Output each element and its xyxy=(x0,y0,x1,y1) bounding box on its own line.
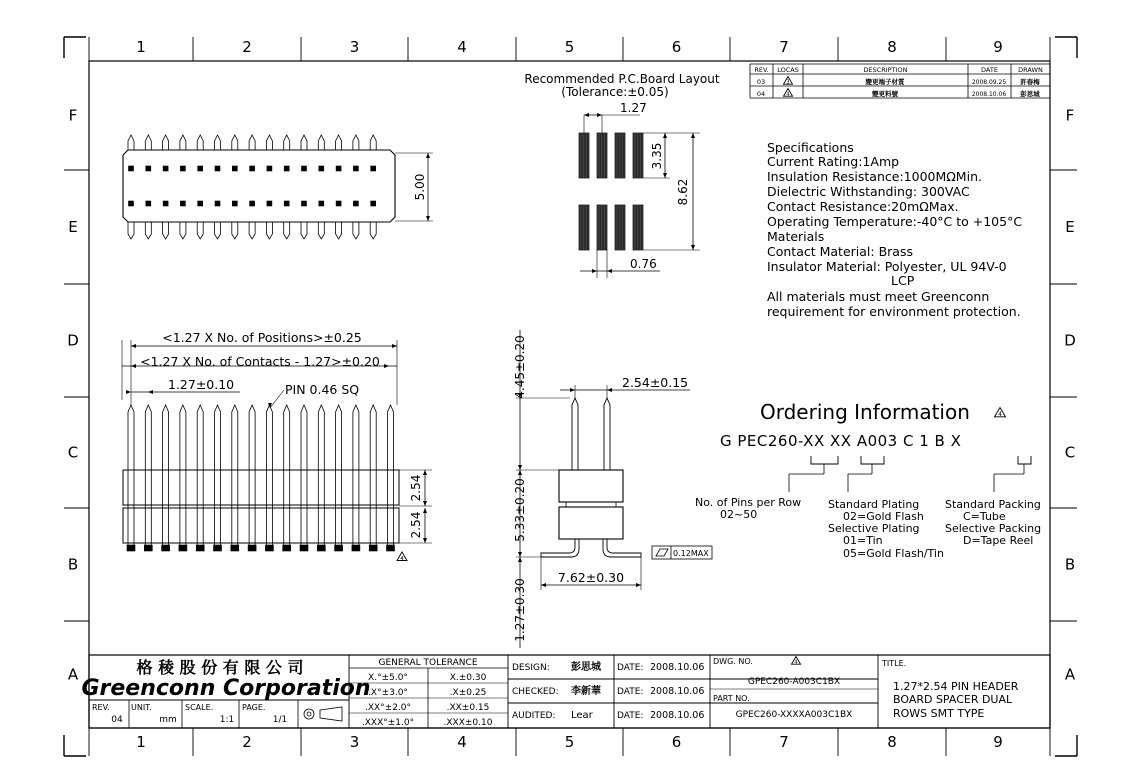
top-pin-upper xyxy=(353,135,359,150)
top-pin-lower xyxy=(318,222,324,239)
top-pin-lower xyxy=(336,222,342,239)
packing-label: D=Tape Reel xyxy=(963,534,1034,547)
top-contact xyxy=(146,166,151,171)
arrowhead xyxy=(392,344,397,348)
side-foot-span: 7.62±0.30 xyxy=(557,570,625,585)
side-foot-right xyxy=(603,539,641,557)
arrowhead xyxy=(518,552,522,557)
arrowhead xyxy=(541,583,546,587)
rev-cell: 03 xyxy=(756,78,766,86)
front-pin xyxy=(163,405,169,545)
packing-label: Standard Packing xyxy=(945,498,1041,511)
design-value: 彭思城 xyxy=(571,662,601,673)
spec-line: requirement for environment protection. xyxy=(767,304,1021,319)
rev-header: DESCRIPTION xyxy=(863,66,908,74)
tolerance-linear: .XXX±0.10 xyxy=(443,718,493,728)
top-pin-lower xyxy=(145,222,151,239)
tolerance-linear: .XX±0.15 xyxy=(446,703,490,713)
top-view xyxy=(123,135,433,239)
front-pin xyxy=(180,405,186,545)
inner-border xyxy=(89,61,1050,728)
top-pin-lower xyxy=(215,222,221,239)
front-pin xyxy=(284,405,290,545)
zone-row-label: E xyxy=(1065,218,1075,236)
side-body-length: 5.33±0.20 xyxy=(513,478,527,542)
top-body-outline xyxy=(123,150,395,222)
top-pin-upper xyxy=(301,135,307,150)
rev-header: LOCAS xyxy=(777,66,799,74)
rev-header: DATE xyxy=(981,66,998,74)
arrowhead xyxy=(423,508,427,513)
top-contact xyxy=(198,201,203,206)
title-block xyxy=(81,655,1050,728)
front-pin xyxy=(266,405,272,545)
tolerance-angular: .XX°±2.0° xyxy=(364,703,412,713)
bracket-plating xyxy=(861,456,884,464)
part-number: GPEC260-XXXXA003C1BX xyxy=(735,710,853,720)
tolerance-title: GENERAL TOLERANCE xyxy=(378,658,478,668)
top-pin-upper xyxy=(145,135,151,150)
top-contact xyxy=(267,166,272,171)
pcb-pitch-label: 1.27 xyxy=(620,101,647,115)
arrowhead xyxy=(384,364,389,368)
arrowhead xyxy=(691,133,695,138)
title-line: ROWS SMT TYPE xyxy=(893,707,985,720)
front-pin xyxy=(232,405,238,545)
front-pin-foot xyxy=(300,545,308,551)
front-pin-foot xyxy=(179,545,187,551)
unit-label: UNIT. xyxy=(131,703,152,712)
rev-cell: 變更料號 xyxy=(872,90,898,98)
positions-dim: <1.27 X No. of Positions>±0.25 xyxy=(162,330,362,345)
ordering-title: Ordering Information xyxy=(760,400,970,424)
front-pin-foot xyxy=(231,545,239,551)
date-label: DATE: xyxy=(617,687,644,697)
side-view xyxy=(513,330,712,648)
pins-label: 02~50 xyxy=(720,508,758,521)
front-pin-foot xyxy=(369,545,377,551)
rev-cell: 04 xyxy=(756,90,766,98)
arrowhead xyxy=(663,173,667,178)
flatness-icon xyxy=(656,549,668,556)
top-contact xyxy=(146,201,151,206)
zone-column-label: 3 xyxy=(349,38,360,56)
company-en: Greenconn Corporation xyxy=(81,676,371,701)
zone-row-label: B xyxy=(1064,555,1076,574)
top-pin-lower xyxy=(266,222,272,239)
spacer-dim: 2.54 xyxy=(409,511,423,539)
arrowhead xyxy=(423,501,427,506)
zone-row-label: D xyxy=(1064,331,1076,350)
top-pin-lower xyxy=(249,222,255,239)
zone-row-label: A xyxy=(67,665,79,684)
top-contact xyxy=(302,201,307,206)
ordering-information xyxy=(695,400,1041,560)
side-pin xyxy=(572,398,578,470)
rev-value: 04 xyxy=(111,715,123,725)
arrowhead xyxy=(131,364,136,368)
arrowhead xyxy=(691,245,695,250)
pitch-dim: 1.27±0.10 xyxy=(168,377,235,392)
zone-row-label: E xyxy=(68,218,78,236)
top-contact xyxy=(250,166,255,171)
scale-label: SCALE. xyxy=(185,703,214,712)
design-label: DESIGN: xyxy=(512,663,550,673)
arrowhead xyxy=(423,470,427,475)
top-contact xyxy=(215,166,220,171)
packing-label: C=Tube xyxy=(963,510,1006,523)
top-pin-lower xyxy=(163,222,169,239)
arrowhead xyxy=(126,390,131,394)
plating-label: Standard Plating xyxy=(828,498,920,511)
flatness-label: 0.12MAX xyxy=(673,549,709,558)
zone-column-label: 8 xyxy=(887,38,897,56)
arrowhead xyxy=(131,344,136,348)
arrowhead xyxy=(584,113,589,117)
front-pin xyxy=(370,405,376,545)
front-pin-foot xyxy=(144,545,152,551)
top-contact xyxy=(163,201,168,206)
zone-row-label: B xyxy=(67,555,79,574)
top-pin-lower xyxy=(128,222,134,239)
arrowhead xyxy=(426,153,430,158)
pcb-span: 8.62 xyxy=(676,178,690,206)
dwg-number: GPEC260-A003C1BX xyxy=(747,677,841,687)
zone-column-label: 1 xyxy=(136,733,146,751)
pcb-layout-view xyxy=(524,72,719,278)
arrowhead xyxy=(597,113,602,117)
pcb-pad-length: 3.35 xyxy=(650,142,664,170)
top-contact xyxy=(284,166,289,171)
top-pin-upper xyxy=(197,135,203,150)
front-pin-foot xyxy=(283,545,291,551)
zone-column-label: 9 xyxy=(993,38,1003,56)
top-pin-lower xyxy=(370,222,376,239)
zone-row-label: A xyxy=(1064,665,1076,684)
checked-value: 李新華 xyxy=(571,686,601,697)
revision-number: 4 xyxy=(998,411,1002,419)
zone-column-label: 7 xyxy=(779,733,789,751)
top-contact xyxy=(353,166,358,171)
front-pin-foot xyxy=(387,545,395,551)
arrowhead xyxy=(592,269,597,273)
top-pin-lower xyxy=(301,222,307,239)
leader xyxy=(270,390,284,408)
zone-column-label: 8 xyxy=(887,733,897,751)
top-contact xyxy=(129,201,134,206)
zone-column-label: 6 xyxy=(671,38,682,56)
front-pin xyxy=(318,405,324,545)
spec-line: Operating Temperature:-40°C to +105°C xyxy=(767,214,1023,229)
top-pin-upper xyxy=(266,135,272,150)
top-pin-upper xyxy=(215,135,221,150)
front-pin-foot xyxy=(196,545,204,551)
plating-label: 01=Tin xyxy=(843,534,883,547)
top-contact xyxy=(319,201,324,206)
top-pin-upper xyxy=(232,135,238,150)
zone-column-label: 4 xyxy=(457,733,467,751)
top-contact xyxy=(180,166,185,171)
arrowhead xyxy=(518,470,522,475)
front-pin-foot xyxy=(317,545,325,551)
pcb-tolerance: (Tolerance:±0.05) xyxy=(561,85,669,99)
zone-column-label: 1 xyxy=(136,38,146,56)
tolerance-angular: X.°±5.0° xyxy=(368,673,408,683)
zone-column-label: 7 xyxy=(779,38,789,56)
zone-column-label: 2 xyxy=(242,38,252,56)
top-pin-upper xyxy=(336,135,342,150)
front-pin-foot xyxy=(352,545,360,551)
revision-table xyxy=(750,64,1050,98)
top-contact xyxy=(232,201,237,206)
arrowhead xyxy=(148,390,153,394)
tolerance-angular: .XXX°±1.0° xyxy=(361,718,415,728)
top-pin-lower xyxy=(232,222,238,239)
front-pin xyxy=(145,405,151,545)
pcb-title: Recommended P.C.Board Layout xyxy=(524,72,720,86)
company-cn: 格 稜 股 份 有 限 公 司 xyxy=(136,658,304,677)
zone-column-label: 5 xyxy=(564,733,575,751)
rev-cell: 彭思城 xyxy=(1020,90,1040,98)
top-pin-upper xyxy=(163,135,169,150)
top-pin-upper xyxy=(128,135,134,150)
spec-line: Dielectric Withstanding: 300VAC xyxy=(767,184,970,199)
side-body-upper xyxy=(559,470,623,502)
spec-line: Insulator Material: Polyester, UL 94V-0 xyxy=(767,259,1007,274)
zone-column-label: 4 xyxy=(457,38,467,56)
top-contact xyxy=(129,166,134,171)
audited-value: Lear xyxy=(571,710,593,721)
checked-label: CHECKED: xyxy=(512,687,559,697)
projection-cone xyxy=(320,707,342,721)
rev-label: REV. xyxy=(92,703,110,712)
spacer-lower xyxy=(123,508,399,543)
date-value: 2008.10.06 xyxy=(650,710,705,721)
top-pin-upper xyxy=(180,135,186,150)
revision-number: 4 xyxy=(794,659,798,666)
page-label: PAGE. xyxy=(242,703,266,712)
top-height-label: 5.00 xyxy=(413,173,427,201)
front-pin-foot xyxy=(335,545,343,551)
pin-note: PIN 0.46 SQ xyxy=(285,382,360,397)
top-contact xyxy=(215,201,220,206)
top-contact xyxy=(371,201,376,206)
side-tail-length: 1.27±0.30 xyxy=(513,578,527,642)
front-pin-foot xyxy=(265,545,273,551)
front-pin xyxy=(353,405,359,545)
revision-number: 4 xyxy=(400,555,404,562)
side-foot-left xyxy=(541,539,579,557)
top-contact xyxy=(336,166,341,171)
rev-cell: 許春梅 xyxy=(1020,78,1040,86)
top-contact xyxy=(198,166,203,171)
date-label: DATE: xyxy=(617,711,644,721)
date-value: 2008.10.06 xyxy=(650,686,705,697)
front-pin-foot xyxy=(162,545,170,551)
arrowhead xyxy=(607,269,612,273)
side-body-lower xyxy=(559,507,623,539)
tolerance-linear: .X±0.25 xyxy=(449,688,487,698)
zone-row-label: C xyxy=(67,443,79,462)
top-contact xyxy=(353,201,358,206)
arrowhead xyxy=(607,388,612,392)
bracket-pins xyxy=(811,456,838,464)
ordering-code: G PEC260-XX XX A003 C 1 B X xyxy=(720,432,962,450)
arrowhead xyxy=(663,133,667,138)
bracket-packing xyxy=(1018,456,1031,464)
projection-circle xyxy=(307,712,311,716)
pins-label: No. of Pins per Row xyxy=(695,496,802,509)
side-row-pitch: 2.54±0.15 xyxy=(622,375,689,390)
top-contact xyxy=(371,166,376,171)
spacer-dim: 2.54 xyxy=(409,474,423,502)
spec-line: Specifications xyxy=(767,140,854,155)
spacer-upper xyxy=(123,470,399,505)
top-contact xyxy=(163,166,168,171)
zone-row-label: D xyxy=(67,331,79,350)
spec-line: Materials xyxy=(767,229,825,244)
zone-row-label: F xyxy=(68,106,78,125)
top-contact xyxy=(284,201,289,206)
rev-cell: 2008.09.25 xyxy=(971,79,1007,86)
audited-label: AUDITED: xyxy=(512,711,556,721)
contacts-dim: <1.27 X No. of Contacts - 1.27>±0.20 xyxy=(140,354,380,369)
zone-row-label: C xyxy=(1064,443,1076,462)
arrowhead xyxy=(570,388,575,392)
top-pin-upper xyxy=(249,135,255,150)
scale-value: 1:1 xyxy=(219,715,235,725)
arrowhead xyxy=(423,538,427,543)
top-pin-lower xyxy=(197,222,203,239)
front-view xyxy=(122,330,432,562)
zone-row-label: F xyxy=(1065,106,1075,125)
front-pin xyxy=(128,405,134,545)
top-contact xyxy=(232,166,237,171)
zone-column-label: 6 xyxy=(671,733,682,751)
date-value: 2008.10.06 xyxy=(650,662,705,673)
part-label: PART NO. xyxy=(713,694,750,703)
top-contact xyxy=(250,201,255,206)
top-contact xyxy=(267,201,272,206)
front-pin xyxy=(249,405,255,545)
top-contact xyxy=(336,201,341,206)
drawing-frame xyxy=(64,37,1077,756)
side-top-length: 4.45±0.20 xyxy=(513,335,527,399)
arrowhead xyxy=(426,216,430,221)
side-pin xyxy=(604,398,610,470)
unit-value: mm xyxy=(159,715,177,725)
projection-circle xyxy=(304,709,314,719)
rev-cell: 變更端子材質 xyxy=(865,78,905,86)
front-pin-foot xyxy=(214,545,222,551)
front-pin xyxy=(388,405,394,545)
arrowhead xyxy=(636,583,641,587)
front-pin xyxy=(215,405,221,545)
top-pin-lower xyxy=(180,222,186,239)
front-pin-foot xyxy=(127,545,135,551)
packing-label: Selective Packing xyxy=(945,522,1042,535)
top-pin-upper xyxy=(318,135,324,150)
arrowhead xyxy=(518,557,522,562)
front-pin xyxy=(301,405,307,545)
spec-line: Contact Resistance:20mΩMax. xyxy=(767,199,959,214)
tolerance-angular: .X°±3.0° xyxy=(368,688,408,698)
top-contact xyxy=(302,166,307,171)
zone-column-label: 5 xyxy=(564,38,575,56)
rev-cell: 2008.10.06 xyxy=(971,91,1007,98)
top-pin-lower xyxy=(284,222,290,239)
rev-header: DRAWN xyxy=(1018,66,1043,74)
specifications-block xyxy=(767,140,1022,319)
spec-line: All materials must meet Greenconn xyxy=(767,289,990,304)
dwg-label: DWG. NO. xyxy=(713,657,753,666)
date-label: DATE: xyxy=(617,663,644,673)
top-pin-upper xyxy=(284,135,290,150)
spec-line: Insulation Resistance:1000MΩMin. xyxy=(767,169,982,184)
zone-column-label: 3 xyxy=(349,733,360,751)
title-line: 1.27*2.54 PIN HEADER xyxy=(893,680,1019,693)
front-pin xyxy=(197,405,203,545)
page-value: 1/1 xyxy=(272,715,288,725)
pcb-pad-width: 0.76 xyxy=(630,257,657,271)
spec-line: Current Rating:1Amp xyxy=(767,154,900,169)
top-pin-lower xyxy=(353,222,359,239)
plating-label: 05=Gold Flash/Tin xyxy=(843,547,944,560)
plating-label: 02=Gold Flash xyxy=(843,510,924,523)
top-contact xyxy=(180,201,185,206)
plating-label: Selective Plating xyxy=(828,522,920,535)
spec-line: Contact Material: Brass xyxy=(767,244,913,259)
spec-line: LCP xyxy=(891,273,915,288)
top-contact xyxy=(319,166,324,171)
zone-column-label: 9 xyxy=(993,733,1003,751)
top-pin-upper xyxy=(370,135,376,150)
revision-number: 3 xyxy=(786,79,790,86)
title-label: TITLE. xyxy=(882,659,907,668)
front-pin xyxy=(336,405,342,545)
tolerance-linear: X.±0.30 xyxy=(449,673,487,683)
arrowhead xyxy=(518,465,522,470)
title-line: BOARD SPACER DUAL xyxy=(893,693,1013,706)
front-pin-foot xyxy=(248,545,256,551)
revision-number: 4 xyxy=(786,91,790,98)
rev-header: REV. xyxy=(754,66,769,74)
zone-column-label: 2 xyxy=(242,733,252,751)
